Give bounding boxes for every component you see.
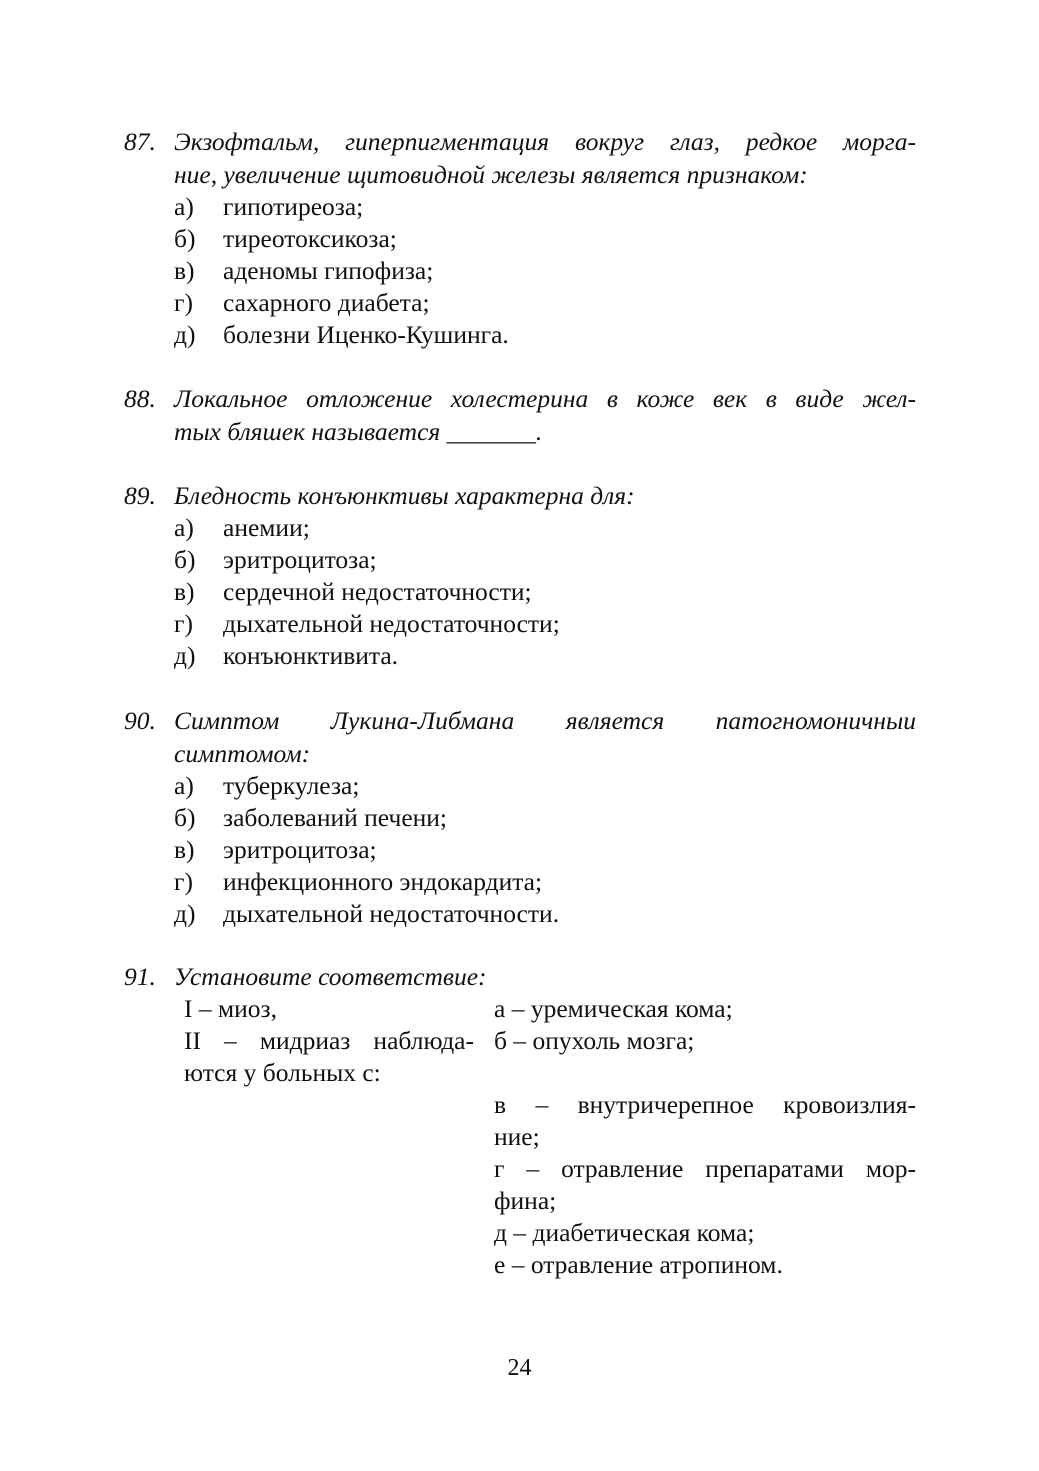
- question-line: ние, увеличение щитовидной железы является признаком:: [174, 160, 808, 189]
- question-number: 90.: [124, 706, 156, 735]
- option-letter: в): [174, 835, 195, 864]
- answer-option: [174, 640, 916, 672]
- matching-left-line: II – мидриаз наблюда-: [184, 1026, 474, 1055]
- question-text: [174, 479, 916, 512]
- option-letter: в): [174, 577, 195, 606]
- question-line: Установите соответствие:: [174, 962, 487, 991]
- answer-option: [174, 608, 916, 640]
- answer-option: [174, 770, 916, 802]
- question-text: [174, 125, 916, 191]
- matching-right-line: е – отравление атропином.: [494, 1250, 783, 1279]
- option-text: заболеваний печени;: [223, 803, 448, 832]
- answer-option: [174, 576, 916, 608]
- answer-option: [174, 544, 916, 576]
- option-text: инфекционного эндокардита;: [223, 867, 543, 896]
- option-letter: д): [174, 899, 196, 928]
- option-text: туберкулеза;: [223, 771, 360, 800]
- option-letter: г): [174, 609, 193, 638]
- matching-right-line: фина;: [494, 1186, 557, 1215]
- answer-option: [174, 287, 916, 319]
- answer-options: [124, 191, 916, 351]
- option-text: сердечной недостаточности;: [223, 577, 532, 606]
- option-letter: в): [174, 256, 195, 285]
- question-88: [124, 382, 916, 448]
- answer-option: [174, 191, 916, 223]
- matching-right-line: в – внутричерепное кровоизлия-: [494, 1090, 916, 1119]
- question-text: [174, 382, 916, 448]
- matching-left-line: ются у больных с:: [184, 1058, 381, 1087]
- answer-options: [124, 770, 916, 930]
- option-letter: а): [174, 771, 194, 800]
- option-letter: г): [174, 867, 193, 896]
- option-letter: б): [174, 224, 196, 253]
- question-line: тых бляшек называется _______.: [174, 417, 543, 446]
- matching-right-line: д – диабетическая кома;: [494, 1218, 755, 1247]
- option-text: конъюнктивита.: [223, 641, 399, 670]
- matching-left-column: [184, 993, 474, 1089]
- answer-option: [174, 255, 916, 287]
- question-text: [174, 704, 916, 770]
- question-90: [124, 704, 916, 930]
- spacer: [494, 1057, 916, 1089]
- option-text: болезни Иценко-Кушинга.: [223, 320, 509, 349]
- answer-option: [174, 834, 916, 866]
- option-text: эритроцитоза;: [223, 545, 377, 574]
- answer-option: [174, 866, 916, 898]
- question-number: 88.: [124, 384, 156, 413]
- option-text: эритроцитоза;: [223, 835, 377, 864]
- option-text: сахарного диабета;: [223, 288, 430, 317]
- question-line: Локальное отложение холестерина в коже век в виде жел-: [174, 384, 916, 413]
- answer-option: [174, 802, 916, 834]
- option-text: тиреотоксикоза;: [223, 224, 397, 253]
- matching-right-line: а – уремическая кома;: [494, 994, 733, 1023]
- question-87: [124, 125, 916, 351]
- answer-option: [174, 319, 916, 351]
- option-letter: д): [174, 641, 196, 670]
- answer-option: [174, 223, 916, 255]
- answer-option: [174, 512, 916, 544]
- question-number: 87.: [124, 127, 156, 156]
- answer-option: [174, 898, 916, 930]
- question-number: 89.: [124, 481, 156, 510]
- matching-right-column: [494, 993, 916, 1281]
- option-letter: г): [174, 288, 193, 317]
- question-line: симптомом:: [174, 739, 311, 768]
- question-text: [174, 960, 916, 993]
- answer-options: [124, 512, 916, 672]
- option-letter: б): [174, 545, 196, 574]
- question-line: Бледность конъюнктивы характерна для:: [174, 481, 635, 510]
- option-letter: б): [174, 803, 196, 832]
- option-letter: а): [174, 192, 194, 221]
- matching-right-line: г – отравление препаратами мор-: [494, 1154, 916, 1183]
- question-line: Экзофтальм, гиперпигментация вокруг глаз, редкое морга-: [174, 127, 916, 156]
- option-text: аденомы гипофиза;: [223, 256, 434, 285]
- matching-right-line: ние;: [494, 1122, 540, 1151]
- option-letter: а): [174, 513, 194, 542]
- option-text: дыхательной недостаточности;: [223, 609, 560, 638]
- question-91: [124, 960, 916, 993]
- option-letter: д): [174, 320, 196, 349]
- matching-right-line: б – опухоль мозга;: [494, 1026, 695, 1055]
- option-text: анемии;: [223, 513, 310, 542]
- option-text: гипотиреоза;: [223, 192, 364, 221]
- matching-left-line: I – миоз,: [184, 994, 277, 1023]
- option-text: дыхательной недостаточности.: [223, 899, 560, 928]
- question-89: [124, 479, 916, 672]
- page-number: 24: [507, 1355, 532, 1381]
- question-number: 91.: [124, 962, 156, 991]
- question-line: Симптом Лукина-Либмана является патогномоничныи: [174, 706, 916, 735]
